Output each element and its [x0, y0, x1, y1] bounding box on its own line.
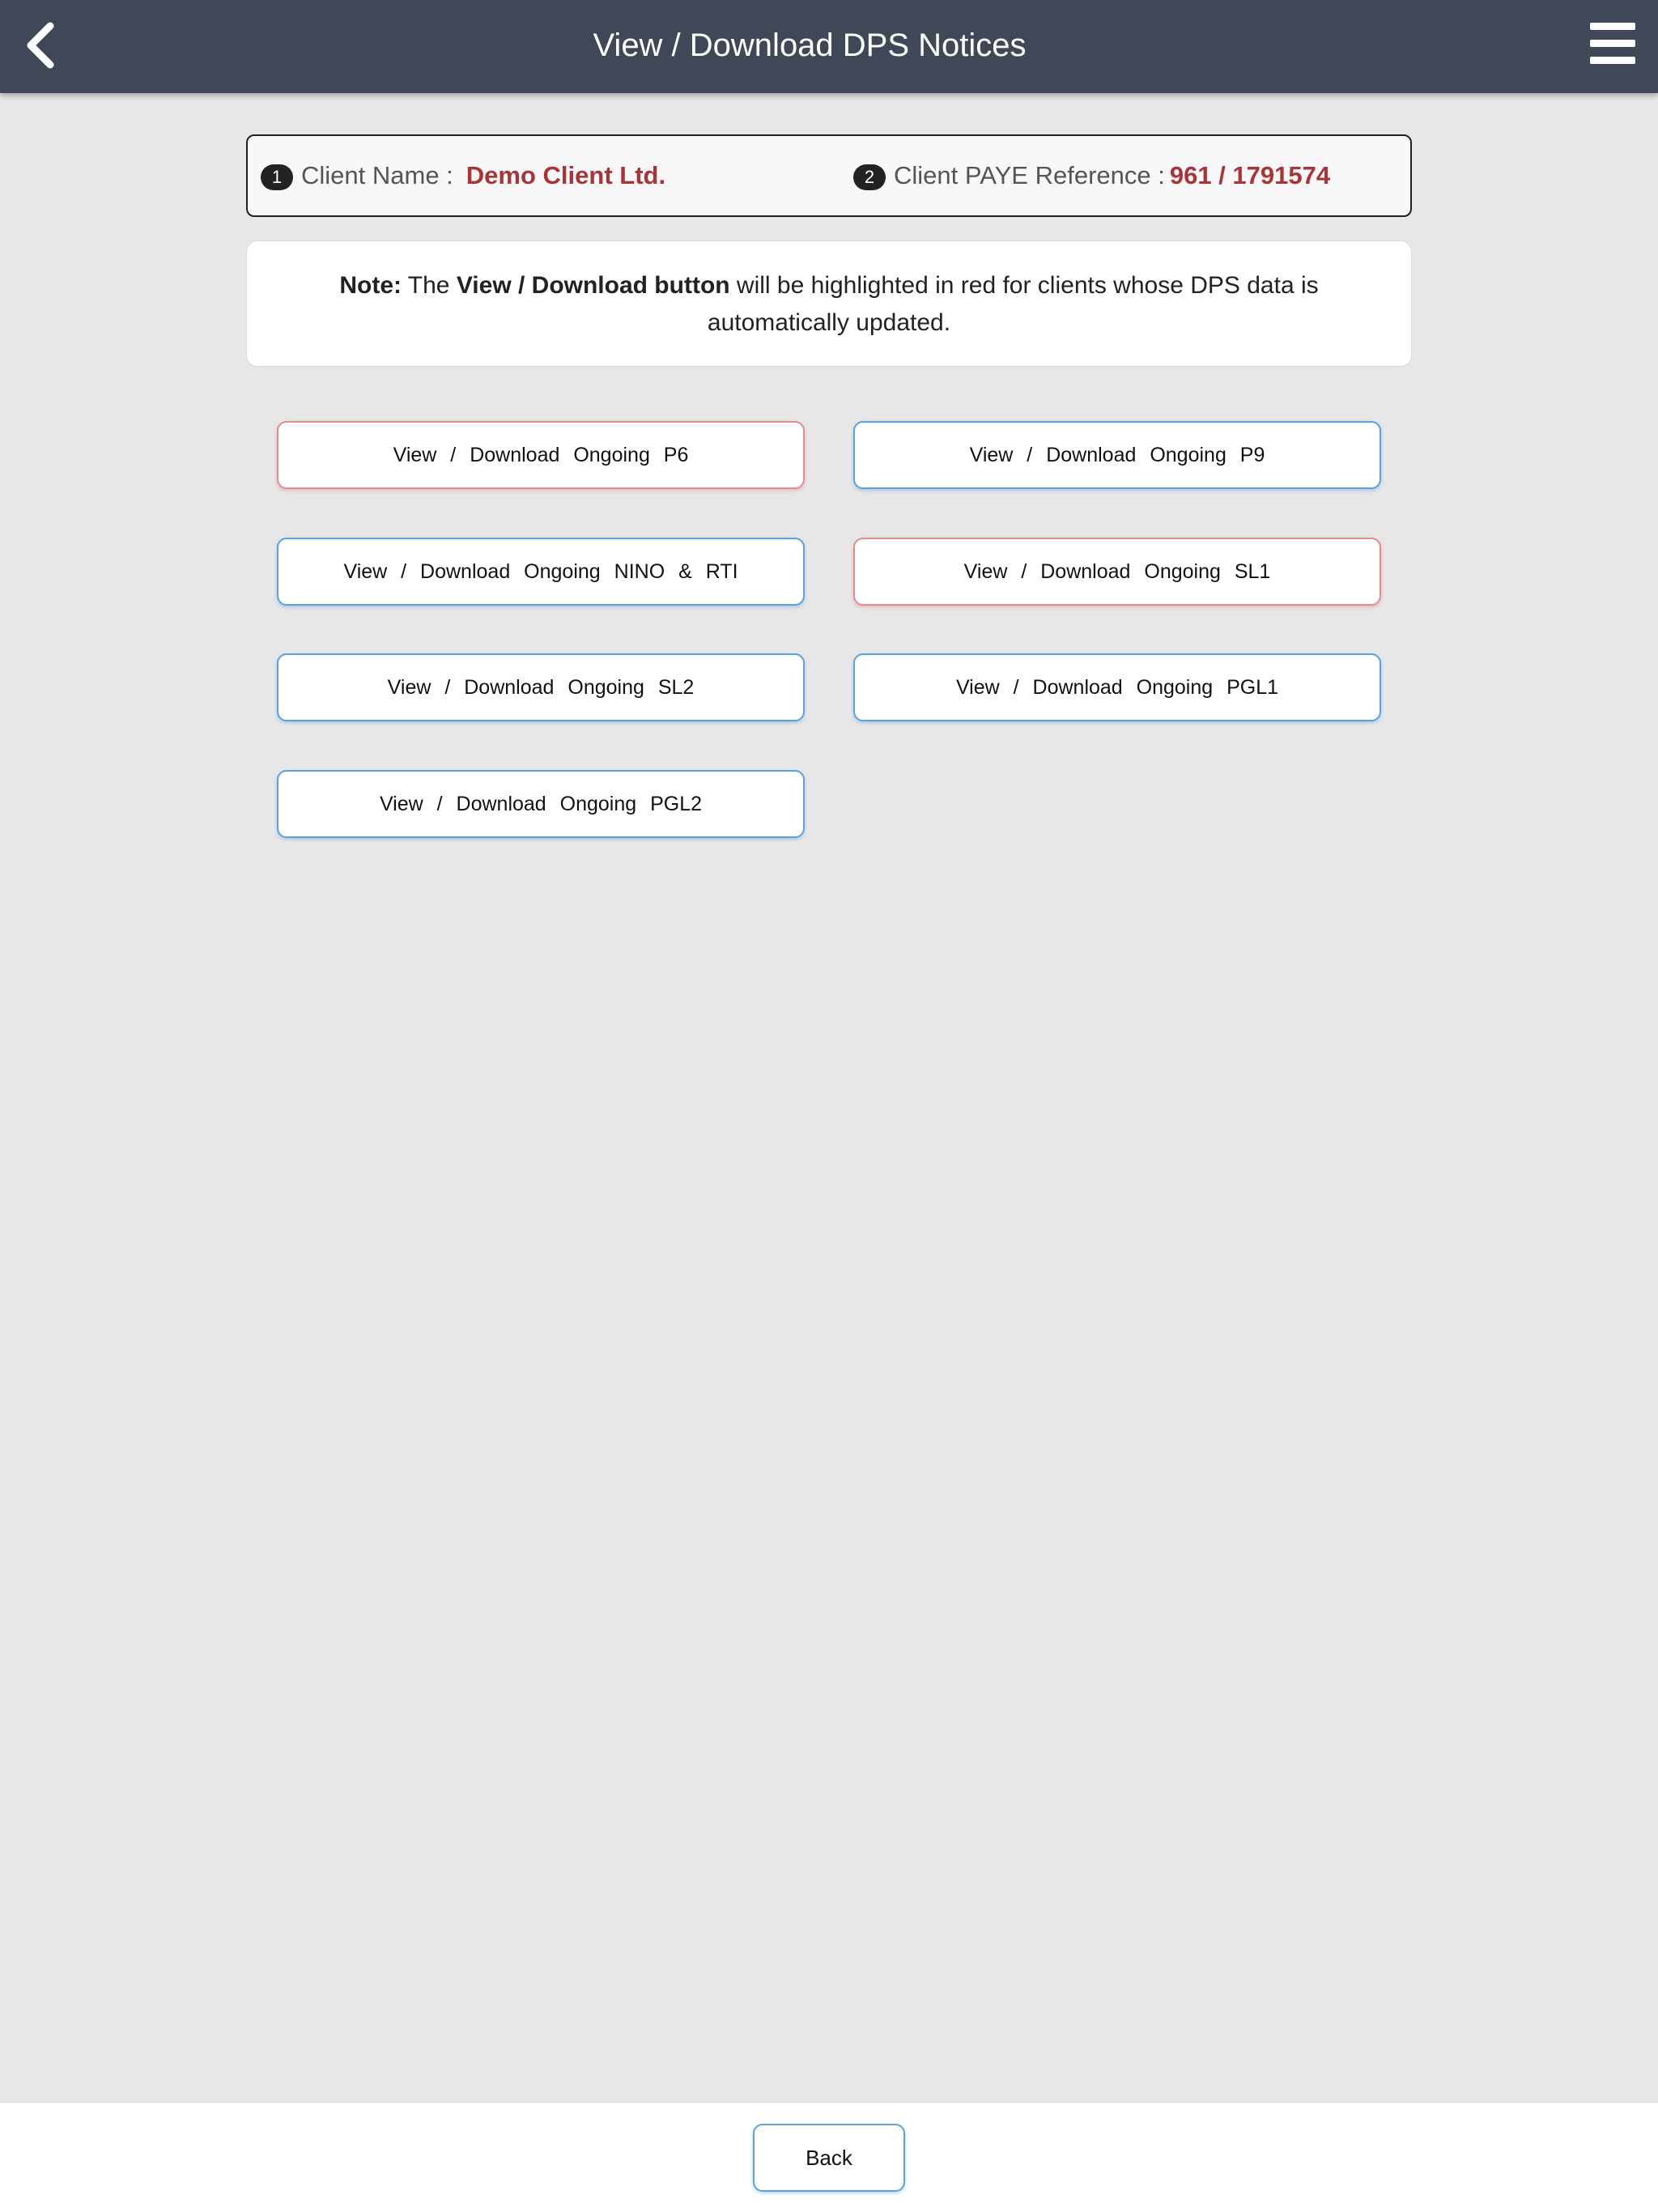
step-badge-1: 1 — [261, 164, 293, 190]
footer-bar — [0, 2102, 1658, 2212]
client-name-value: Demo Client Ltd. — [466, 161, 666, 189]
client-name-label: Client Name : — [301, 161, 453, 189]
view-download-nino-rti-button[interactable]: View / Download Ongoing NINO & RTI — [277, 538, 805, 606]
note-box — [246, 240, 1412, 367]
view-download-sl2-button[interactable]: View / Download Ongoing SL2 — [277, 653, 805, 721]
view-download-sl1-button[interactable]: View / Download Ongoing SL1 — [853, 538, 1381, 606]
step-badge-2: 2 — [853, 164, 886, 190]
view-download-pgl1-button[interactable]: View / Download Ongoing PGL1 — [853, 653, 1381, 721]
note-bold: View / Download button — [456, 272, 730, 299]
back-button[interactable]: Back — [753, 2124, 905, 2192]
view-download-pgl2-button[interactable]: View / Download Ongoing PGL2 — [277, 770, 805, 838]
hamburger-menu-icon[interactable] — [1590, 23, 1635, 65]
view-download-p6-button[interactable]: View / Download Ongoing P6 — [277, 421, 805, 489]
client-paye-label: Client PAYE Reference : — [894, 161, 1165, 189]
client-name-field — [261, 136, 665, 215]
note-text-2: will be highlighted in red for clients whose DPS data is automatically updated. — [707, 272, 1319, 336]
client-paye-value: 961 / 1791574 — [1169, 161, 1331, 189]
client-paye-field — [853, 136, 1330, 215]
view-download-p9-button[interactable]: View / Download Ongoing P9 — [853, 421, 1381, 489]
header-bar — [0, 0, 1658, 93]
note-text-1: The — [402, 272, 457, 299]
client-info-box — [246, 134, 1412, 217]
note-prefix: Note: — [339, 272, 402, 299]
page-title: View / Download DPS Notices — [593, 28, 1027, 63]
